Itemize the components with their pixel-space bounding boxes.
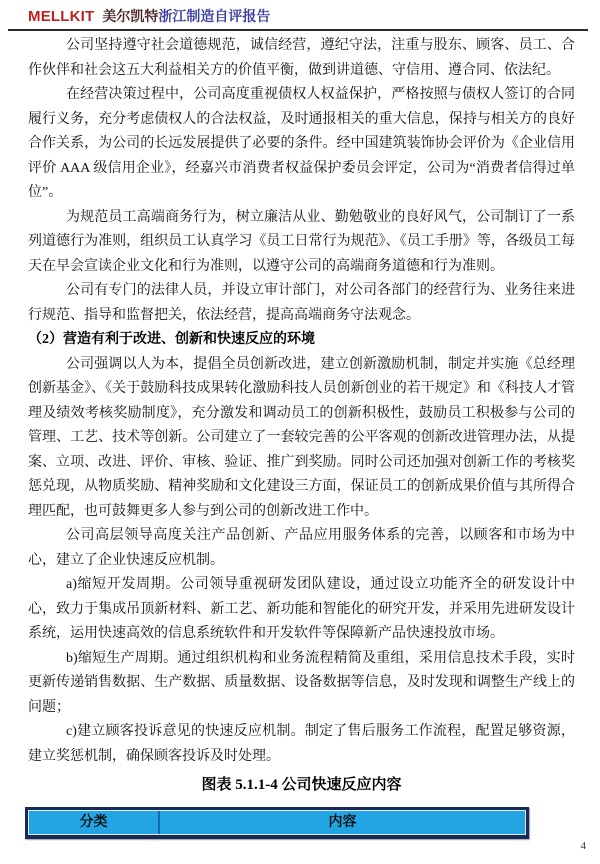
paragraph-employee-conduct: 为规范员工高端商务行为，树立廉洁从业、勤勉敬业的良好风气，公司制订了一系列道德行为准则，组织员工认真学习《员工日常行为规范》、《员工手册》等，各级员工每天在早会宣读企业文化和行为准则，以遵守公司的高端商务道德和行为准则。	[28, 209, 575, 274]
table-header-content: 内容	[158, 811, 525, 834]
table-header-category: 分类	[29, 811, 158, 834]
document-body	[28, 34, 575, 839]
paragraph-item-b-production-cycle: b)缩短生产周期。通过组织机构和业务流程精简及重组，采用信息技术手段，实时更新传递销售数据、生产数据、质量数据、设备数据等信息，及时发现和调整生产线上的问题；	[28, 650, 575, 715]
table-caption: 图表 5.1.1-4 公司快速反应内容	[201, 777, 402, 793]
section-heading: （2）营造有利于改进、创新和快速反应的环境	[28, 332, 315, 347]
paragraph-item-c-complaint-response: c)建立顾客投诉意见的快速反应机制。制定了售后服务工作流程，配置足够资源，建立奖惩机制，确保顾客投诉及时处理。	[28, 724, 575, 764]
table-header-row	[29, 811, 525, 834]
page-header	[28, 6, 588, 26]
paragraph-legal-audit: 公司有专门的法律人员，并设立审计部门，对公司各部门的经营行为、业务往来进行规范、指导和监督把关，依法经营，提高高端商务守法观念。	[28, 283, 575, 323]
company-name: 美尔凯特	[102, 10, 159, 25]
paragraph-item-a-development-cycle: a)缩短开发周期。公司领导重视研发团队建设，通过设立功能齐全的研发设计中心，致力于集成吊顶新材料、新工艺、新功能和智能化的研究开发，并采用先进研发设计系统，运用快速高效的信息系统软件和开发软件等保障新产品快速投放市场。	[28, 577, 575, 641]
page-number: 4	[580, 840, 586, 852]
paragraph-creditor-protection: 在经营决策过程中，公司高度重视债权人权益保护，严格按照与债权人签订的合同履行义务，充分考虑债权人的合法权益，及时通报相关的重大信息，保持与相关方的良好合作关系，为公司的长远发展提供了必要的条件。经中国建筑装饰协会评价为《企业信用评价 AAA 级信用企业》，经嘉兴市消费者权益保护委员会评定，公司为“消费者信得过单位”。	[28, 87, 575, 200]
quick-response-table	[25, 807, 529, 839]
header-divider	[8, 29, 588, 31]
brand-logo-text: MELLKIT	[28, 8, 95, 25]
paragraph-innovation-incentive: 公司强调以人为本，提倡全员创新改进，建立创新激励机制，制定并实施《总经理创新基金》、《关于鼓励科技成果转化激励科技人员创新创业的若干规定》和《科技人才管理及绩效考核奖励制度》，充分激发和调动员工的创新积极性，鼓励员工积极参与公司的管理、工艺、技术等创新。公司建立了一套较完善的公平客观的创新改进管理办法，从提案、立项、改进、评价、审核、验证、推广到奖励。同时公司还加强对创新工作的考核奖惩兑现，从物质奖励、精神奖励和文化建设三方面，保证员工的创新成果价值与其所得合理匹配，也可鼓舞更多人参与到公司的创新改进工作中。	[28, 356, 575, 519]
report-title: 浙江制造自评报告	[158, 10, 271, 25]
paragraph-quick-response-mechanism: 公司高层领导高度关注产品创新、产品应用服务体系的完善，以顾客和市场为中心，建立了企业快速反应机制。	[28, 528, 575, 568]
paragraph-social-ethics: 公司坚持遵守社会道德规范，诚信经营，遵纪守法，注重与股东、顾客、员工、合作伙伴和社会这五大利益相关方的价值平衡，做到讲道德、守信用、遵合同、依法纪。	[28, 38, 575, 78]
